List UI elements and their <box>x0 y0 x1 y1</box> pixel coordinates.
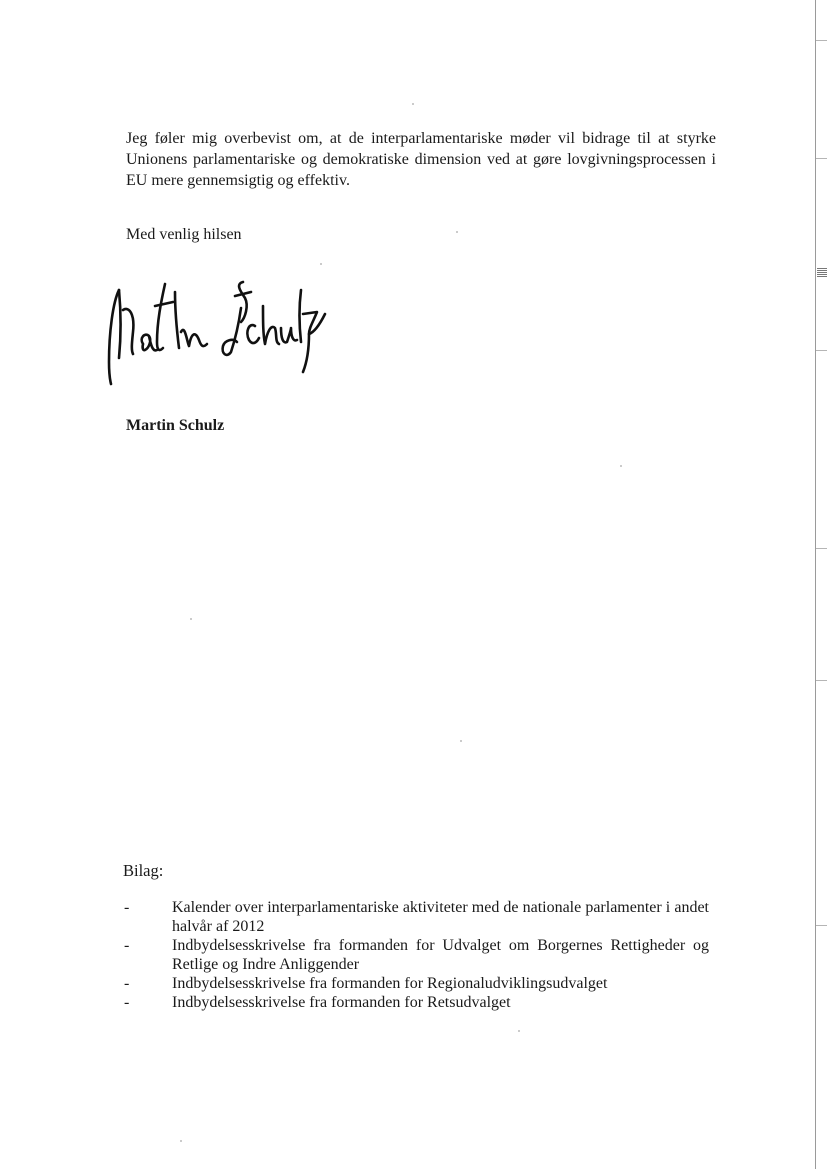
scan-edge-mark <box>816 40 827 41</box>
scan-speck <box>456 231 458 233</box>
attachments-list <box>0 898 827 1012</box>
attachments-heading: Bilag: <box>123 861 164 880</box>
list-item <box>0 993 827 1012</box>
scan-speck <box>190 618 192 620</box>
scan-edge-mark <box>816 680 827 681</box>
list-bullet: - <box>124 937 130 954</box>
list-bullet: - <box>124 899 130 916</box>
attachment-item-text: Indbydelsesskrivelse fra formanden for Retsudvalget <box>172 994 511 1011</box>
body-paragraph: Jeg føler mig overbevist om, at de interparlamentariske møder vil bidrage til at styrke Unionens parlamentariske og demokratiske dimension ved at gøre lovgivningsprocessen i EU mere gennemsigtig og effektiv. <box>126 130 716 189</box>
scan-speck <box>620 465 622 467</box>
scan-speck <box>320 263 322 265</box>
list-item <box>0 974 827 993</box>
signer-name: Martin Schulz <box>126 417 225 434</box>
scan-edge-mark <box>816 350 827 351</box>
scan-speck <box>518 1030 520 1032</box>
handwritten-signature <box>95 262 335 392</box>
list-bullet: - <box>124 975 130 992</box>
list-item <box>0 898 827 936</box>
attachment-item-text: Kalender over interparlamentariske aktiviteter med de nationale parlamenter i andet halvår af 2012 <box>172 899 709 935</box>
list-item <box>0 936 827 974</box>
list-bullet: - <box>124 994 130 1011</box>
attachment-item-text: Indbydelsesskrivelse fra formanden for Regionaludviklingsudvalget <box>172 975 608 992</box>
scan-speck <box>460 740 462 742</box>
scan-edge-block <box>817 268 827 278</box>
scan-edge-mark <box>816 548 827 549</box>
closing-salutation: Med venlig hilsen <box>126 226 242 243</box>
scan-edge-mark <box>816 158 827 159</box>
scan-speck <box>180 1140 182 1142</box>
scan-speck <box>412 103 414 105</box>
attachment-item-text: Indbydelsesskrivelse fra formanden for Udvalget om Borgernes Rettigheder og Retlige og Indre Anliggender <box>172 937 709 973</box>
